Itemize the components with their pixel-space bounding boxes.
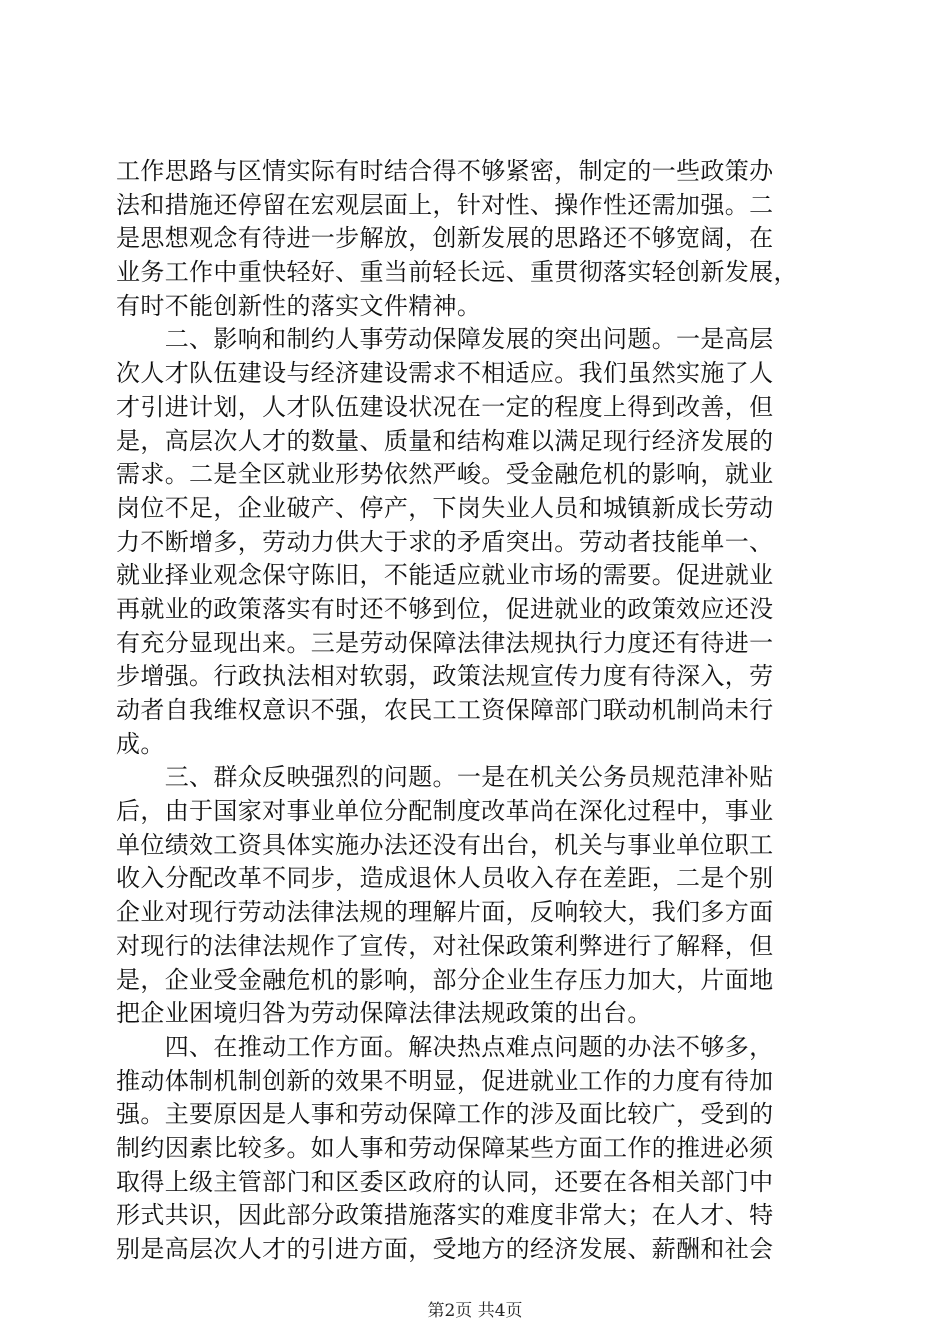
text-line: 才引进计划，人才队伍建设状况在一定的程度上得到改善，但 <box>116 392 774 421</box>
text-line: 动者自我维权意识不强，农民工工资保障部门联动机制尚未行 <box>116 696 774 724</box>
text-line: 需求。二是全区就业形势依然严峻。受金融危机的影响，就业 <box>116 460 774 489</box>
text-line: 企业对现行劳动法律法规的理解片面，反响较大，我们多方面 <box>116 898 774 927</box>
text-line: 收入分配改革不同步，造成退休人员收入存在差距，二是个别 <box>116 864 774 893</box>
text-line: 三、群众反映强烈的问题。一是在机关公务员规范津补贴 <box>116 763 774 792</box>
text-line: 业务工作中重快轻好、重当前轻长远、重贯彻落实轻创新发展， <box>116 258 798 287</box>
text-line: 是，高层次人才的数量、质量和结构难以满足现行经济发展的 <box>116 426 774 455</box>
text-line: 把企业困境归咎为劳动保障法律法规政策的出台。 <box>116 999 652 1028</box>
text-line: 推动体制机制创新的效果不明显，促进就业工作的力度有待加 <box>116 1066 774 1095</box>
page-number-footer: 第2页 共4页 <box>427 1301 523 1321</box>
text-line: 步增强。行政执法相对软弱，政策法规宣传力度有待深入，劳 <box>116 662 774 691</box>
document-body <box>116 155 832 1267</box>
text-line: 四、在推动工作方面。解决热点难点问题的办法不够多， <box>116 1032 774 1061</box>
text-line: 法和措施还停留在宏观层面上，针对性、操作性还需加强。二 <box>116 190 774 219</box>
text-line: 是思想观念有待进一步解放，创新发展的思路还不够宽阔，在 <box>116 224 774 253</box>
text-line: 强。主要原因是人事和劳动保障工作的涉及面比较广，受到的 <box>116 1100 774 1129</box>
text-line: 力不断增多，劳动力供大于求的矛盾突出。劳动者技能单一、 <box>116 527 774 556</box>
text-line: 制约因素比较多。如人事和劳动保障某些方面工作的推进必须 <box>116 1133 774 1162</box>
text-line: 后，由于国家对事业单位分配制度改革尚在深化过程中，事业 <box>116 797 774 826</box>
text-line: 就业择业观念保守陈旧，不能适应就业市场的需要。促进就业 <box>116 561 774 590</box>
text-line: 工作思路与区情实际有时结合得不够紧密，制定的一些政策办 <box>116 157 774 185</box>
text-line: 有时不能创新性的落实文件精神。 <box>116 291 482 320</box>
text-line: 二、影响和制约人事劳动保障发展的突出问题。一是高层 <box>116 325 774 354</box>
text-line: 再就业的政策落实有时还不够到位，促进就业的政策效应还没 <box>116 594 774 623</box>
text-line: 单位绩效工资具体实施办法还没有出台，机关与事业单位职工 <box>116 830 774 859</box>
text-line: 别是高层次人才的引进方面，受地方的经济发展、薪酬和社会 <box>116 1235 774 1263</box>
text-line: 取得上级主管部门和区委区政府的认同，还要在各相关部门中 <box>116 1167 774 1196</box>
text-line: 岗位不足，企业破产、停产，下岗失业人员和城镇新成长劳动 <box>116 493 774 522</box>
text-line: 形式共识，因此部分政策措施落实的难度非常大；在人才、特 <box>116 1201 774 1230</box>
text-line: 成。 <box>116 729 165 758</box>
text-line: 次人才队伍建设与经济建设需求不相适应。我们虽然实施了人 <box>116 359 774 388</box>
text-line: 对现行的法律法规作了宣传，对社保政策利弊进行了解释，但 <box>116 931 774 960</box>
text-line: 有充分显现出来。三是劳动保障法律法规执行力度还有待进一 <box>116 628 774 657</box>
text-line: 是，企业受金融危机的影响，部分企业生存压力加大，片面地 <box>116 965 774 994</box>
